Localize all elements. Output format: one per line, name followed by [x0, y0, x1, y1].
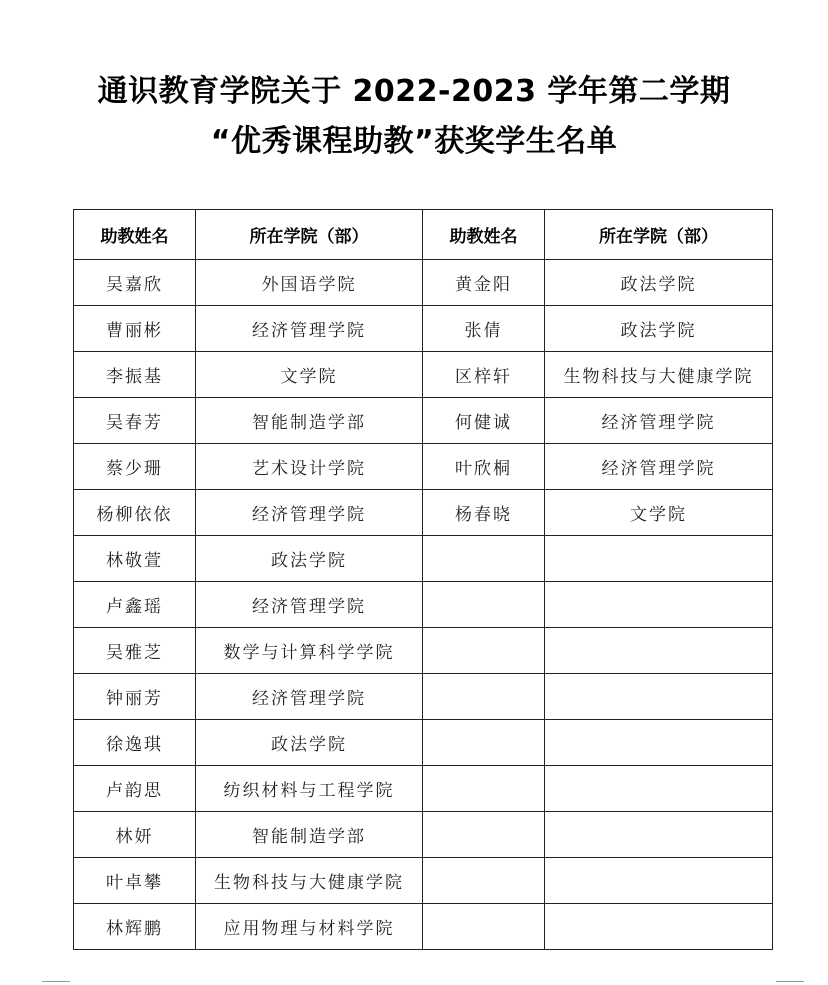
empty-cell: [545, 812, 773, 858]
college-name: 文学院: [545, 490, 773, 536]
document-title-line-1: 通识教育学院关于 2022-2023 学年第二学期: [97, 74, 731, 109]
table-row: [74, 536, 773, 582]
table-row: [74, 398, 773, 444]
college-name: 应用物理与材料学院: [196, 904, 423, 950]
empty-cell: [423, 812, 545, 858]
table-row: [74, 444, 773, 490]
table-row: [74, 674, 773, 720]
assistant-name: 何健诚: [423, 398, 545, 444]
college-name: 政法学院: [196, 720, 423, 766]
empty-cell: [545, 674, 773, 720]
table-row: [74, 490, 773, 536]
assistant-name: 杨春晓: [423, 490, 545, 536]
college-name: 纺织材料与工程学院: [196, 766, 423, 812]
college-name: 经济管理学院: [545, 398, 773, 444]
empty-cell: [423, 858, 545, 904]
college-name: 智能制造学部: [196, 812, 423, 858]
college-name: 数学与计算科学学院: [196, 628, 423, 674]
college-name: 外国语学院: [196, 260, 423, 306]
college-name: 经济管理学院: [196, 582, 423, 628]
table-row: [74, 858, 773, 904]
assistant-name: 蔡少珊: [74, 444, 196, 490]
college-name: 经济管理学院: [196, 674, 423, 720]
assistant-name: 吴嘉欣: [74, 260, 196, 306]
empty-cell: [423, 904, 545, 950]
college-name: 政法学院: [545, 260, 773, 306]
assistant-name: 李振基: [74, 352, 196, 398]
assistant-name: 杨柳依依: [74, 490, 196, 536]
table-row: [74, 720, 773, 766]
header-assistant-name-right: 助教姓名: [423, 210, 545, 260]
assistant-name: 林敬萱: [74, 536, 196, 582]
table-row: [74, 260, 773, 306]
empty-cell: [423, 674, 545, 720]
assistant-name: 卢韵思: [74, 766, 196, 812]
assistant-name: 叶欣桐: [423, 444, 545, 490]
assistant-name: 区梓轩: [423, 352, 545, 398]
empty-cell: [545, 582, 773, 628]
table-row: [74, 628, 773, 674]
empty-cell: [423, 720, 545, 766]
assistant-name: 卢鑫瑶: [74, 582, 196, 628]
college-name: 经济管理学院: [545, 444, 773, 490]
document-title-line-2: “优秀课程助教”获奖学生名单: [210, 124, 618, 159]
empty-cell: [545, 904, 773, 950]
empty-cell: [423, 582, 545, 628]
assistant-name: 吴雅芝: [74, 628, 196, 674]
college-name: 经济管理学院: [196, 490, 423, 536]
college-name: 生物科技与大健康学院: [545, 352, 773, 398]
assistant-name: 黄金阳: [423, 260, 545, 306]
assistant-name: 叶卓攀: [74, 858, 196, 904]
empty-cell: [423, 628, 545, 674]
table-row: [74, 904, 773, 950]
table-row: [74, 352, 773, 398]
award-list-table: [73, 209, 773, 950]
assistant-name: 林辉鹏: [74, 904, 196, 950]
table-row: [74, 766, 773, 812]
assistant-name: 张倩: [423, 306, 545, 352]
college-name: 经济管理学院: [196, 306, 423, 352]
page-corner-mark-left: [42, 981, 70, 982]
table-row: [74, 306, 773, 352]
table-header-row: [74, 210, 773, 260]
assistant-name: 钟丽芳: [74, 674, 196, 720]
assistant-name: 曹丽彬: [74, 306, 196, 352]
header-college-left: 所在学院（部）: [196, 210, 423, 260]
empty-cell: [423, 766, 545, 812]
college-name: 政法学院: [196, 536, 423, 582]
assistant-name: 林妍: [74, 812, 196, 858]
college-name: 智能制造学部: [196, 398, 423, 444]
empty-cell: [545, 536, 773, 582]
assistant-name: 徐逸琪: [74, 720, 196, 766]
empty-cell: [545, 628, 773, 674]
empty-cell: [545, 858, 773, 904]
college-name: 生物科技与大健康学院: [196, 858, 423, 904]
assistant-name: 吴春芳: [74, 398, 196, 444]
page-corner-mark-right: [776, 981, 804, 982]
header-college-right: 所在学院（部）: [545, 210, 773, 260]
college-name: 艺术设计学院: [196, 444, 423, 490]
college-name: 政法学院: [545, 306, 773, 352]
table-row: [74, 582, 773, 628]
table-row: [74, 812, 773, 858]
empty-cell: [545, 766, 773, 812]
empty-cell: [423, 536, 545, 582]
empty-cell: [545, 720, 773, 766]
header-assistant-name-left: 助教姓名: [74, 210, 196, 260]
college-name: 文学院: [196, 352, 423, 398]
